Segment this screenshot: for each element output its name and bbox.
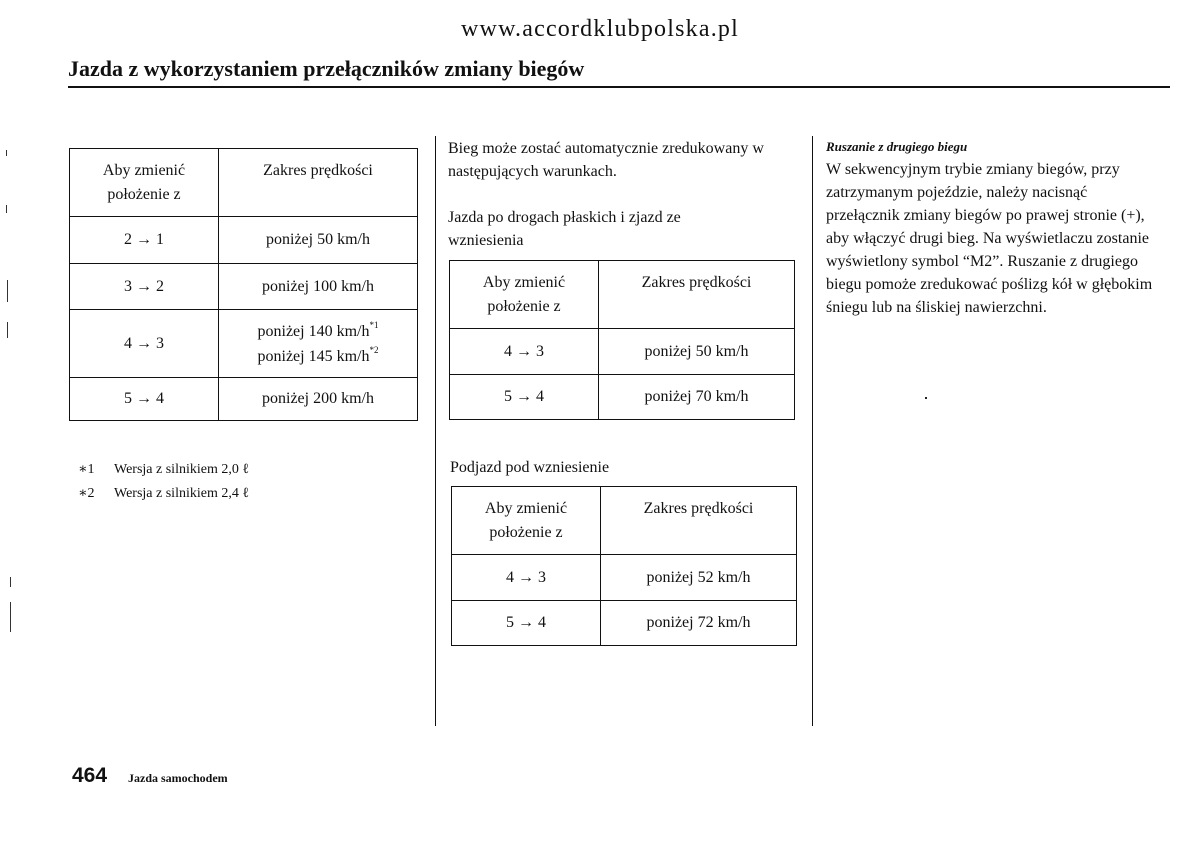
footnote-ref: *2 — [369, 344, 379, 355]
footnote-mark: ∗1 — [78, 462, 95, 477]
section-subtitle: Ruszanie z drugiego biegu — [826, 139, 968, 154]
title-divider — [68, 86, 1170, 88]
speed-range: poniżej 50 km/h — [219, 217, 418, 264]
intro-paragraph: Bieg może zostać automatycznie zredukowany w następujących warunkach. — [448, 140, 764, 180]
table-row — [70, 310, 418, 378]
table-row — [452, 601, 797, 646]
table-row — [452, 555, 797, 601]
table-header-row — [452, 487, 797, 555]
speed-range — [219, 310, 418, 378]
gear-change: 5 → 4 — [452, 601, 601, 646]
footnote — [78, 482, 249, 506]
uphill-table — [451, 486, 797, 646]
table-header-cell: Aby zmienić położenie z — [452, 487, 601, 555]
binding-mark — [6, 205, 7, 213]
table-row — [70, 378, 418, 421]
speed-range-a: poniżej 140 km/h — [257, 322, 370, 340]
footnote-ref: *1 — [369, 319, 379, 330]
table-header-cell: Zakres prędkości — [599, 261, 795, 329]
speed-range: poniżej 70 km/h — [599, 375, 795, 420]
speck — [925, 397, 927, 399]
footnote-text: Wersja z silnikiem 2,0 ℓ — [114, 462, 250, 477]
binding-mark — [10, 602, 11, 632]
table-header-cell: Zakres prędkości — [601, 487, 797, 555]
gear-change: 2 → 1 — [70, 217, 219, 264]
table-row — [70, 217, 418, 264]
table-header-row — [70, 149, 418, 217]
binding-mark — [6, 150, 7, 156]
gear-change: 4 → 3 — [450, 329, 599, 375]
table-row — [70, 264, 418, 310]
binding-mark — [10, 577, 11, 587]
binding-mark — [7, 280, 8, 302]
gear-change: 4 → 3 — [452, 555, 601, 601]
footnote-text: Wersja z silnikiem 2,4 ℓ — [114, 486, 250, 501]
flat-road-table — [449, 260, 795, 420]
section-name: Jazda samochodem — [128, 771, 228, 785]
speed-range: poniżej 52 km/h — [601, 555, 797, 601]
page-title: Jazda z wykorzystaniem przełączników zmiany biegów — [68, 56, 585, 81]
site-url: www.accordklubpolska.pl — [461, 16, 739, 42]
gear-change: 5 → 4 — [450, 375, 599, 420]
column-divider-left — [435, 136, 436, 726]
footnote-mark: ∗2 — [78, 486, 95, 501]
table-row — [450, 375, 795, 420]
speed-range: poniżej 50 km/h — [599, 329, 795, 375]
gear-change: 3 → 2 — [70, 264, 219, 310]
table-header-cell: Aby zmienić położenie z — [70, 149, 219, 217]
table-row — [450, 329, 795, 375]
binding-mark — [7, 322, 8, 338]
gear-change: 4 → 3 — [70, 310, 219, 378]
gear-change: 5 → 4 — [70, 378, 219, 421]
table-header-row — [450, 261, 795, 329]
page-number: 464 — [72, 764, 108, 787]
condition-flat-road: Jazda po drogach płaskich i zjazd ze wzniesienia — [448, 209, 681, 249]
shift-speed-table — [69, 148, 418, 421]
speed-range: poniżej 200 km/h — [219, 378, 418, 421]
footnotes — [78, 458, 249, 506]
speed-range: poniżej 72 km/h — [601, 601, 797, 646]
column-divider-right — [812, 136, 813, 726]
footnote — [78, 458, 249, 482]
body-paragraph: W sekwencyjnym trybie zmiany biegów, przy zatrzymanym pojeździe, należy nacisnąć przełącznik zmiany biegów po prawej stronie (+), aby włączyć drugi bieg. Na wyświetlaczu zostanie wyświetlony symbol “M2”. Ruszanie z drugiego biegu pomoże zredukować poślizg kół w głębokim śniegu lub na śliskiej nawierzchni. — [826, 161, 1153, 316]
table-header-cell: Aby zmienić położenie z — [450, 261, 599, 329]
speed-range: poniżej 100 km/h — [219, 264, 418, 310]
speed-range-b: poniżej 145 km/h — [257, 347, 370, 365]
condition-uphill: Podjazd pod wzniesienie — [450, 459, 610, 476]
table-header-cell: Zakres prędkości — [219, 149, 418, 217]
